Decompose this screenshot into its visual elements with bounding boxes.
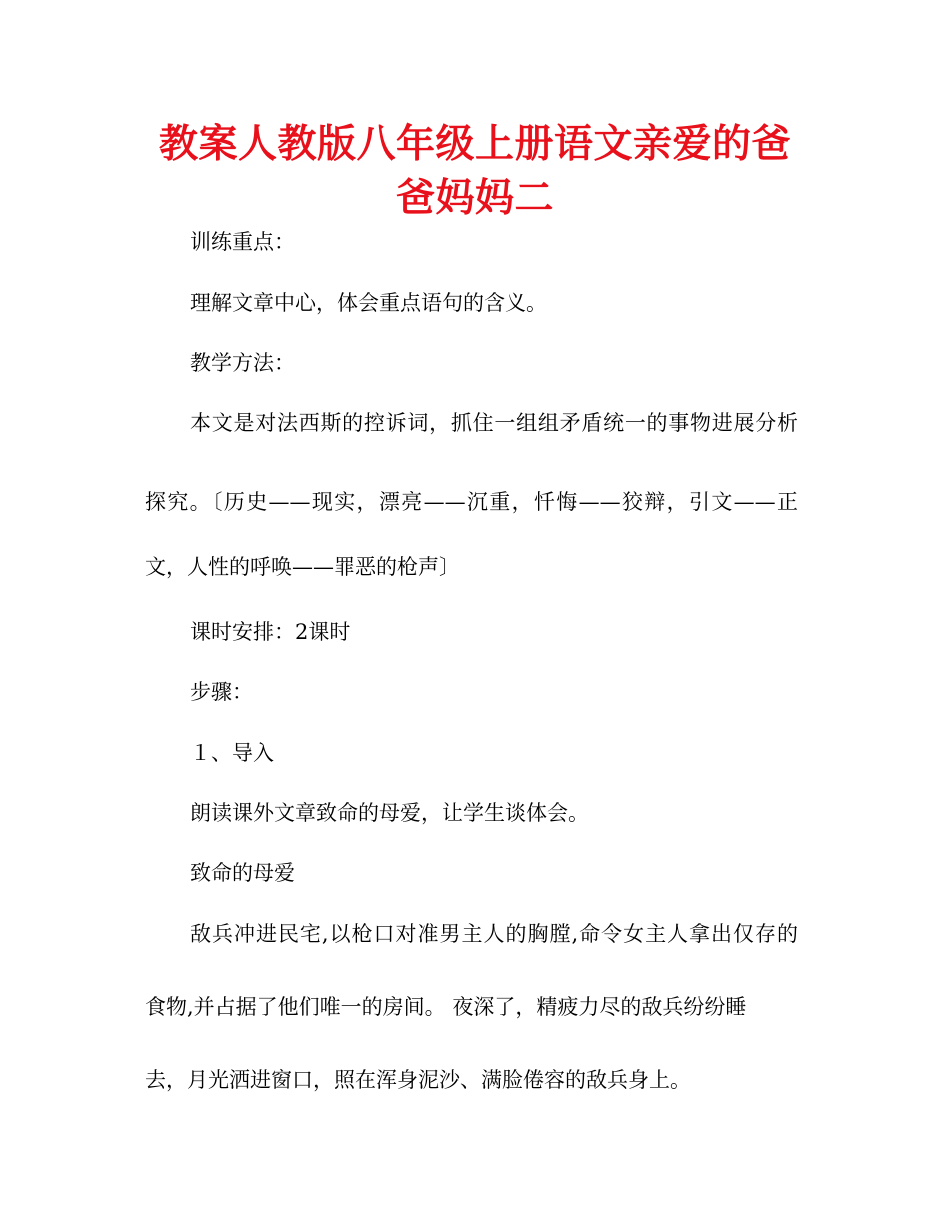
section-label-training-focus: 训练重点：: [190, 230, 295, 254]
section-label-schedule: 课时安排：2课时: [190, 620, 351, 644]
paragraph-line: 探究。〔历史——现实，漂亮——沉重，忏悔——狡辩，引文——正: [145, 490, 798, 514]
paragraph-line: 去，月光洒进窗口，照在浑身泥沙、满脸倦容的敌兵身上。: [145, 1068, 691, 1092]
section-label-teaching-method: 教学方法：: [190, 351, 295, 375]
paragraph-line: 食物,并占据了他们唯一的房间。 夜深了，精疲力尽的敌兵纷纷睡: [145, 995, 747, 1019]
section-label-steps: 步骤：: [190, 680, 253, 704]
paragraph-line: 朗读课外文章致命的母爱，让学生谈体会。: [190, 801, 589, 825]
story-title: 致命的母爱: [190, 861, 295, 885]
paragraph-line: 敌兵冲进民宅,以枪口对准男主人的胸膛,命令女主人拿出仅存的: [190, 922, 798, 946]
paragraph-line: 理解文章中心，体会重点语句的含义。: [190, 291, 547, 315]
paragraph-line: 本文是对法西斯的控诉词，抓住一组组矛盾统一的事物进展分析: [190, 411, 798, 435]
paragraph-line: 文，人性的呼唤——罪恶的枪声〕: [145, 555, 460, 579]
document-title: 教案人教版八年级上册语文亲爱的爸爸妈妈二: [158, 122, 791, 221]
step-heading: １、导入: [190, 741, 274, 765]
